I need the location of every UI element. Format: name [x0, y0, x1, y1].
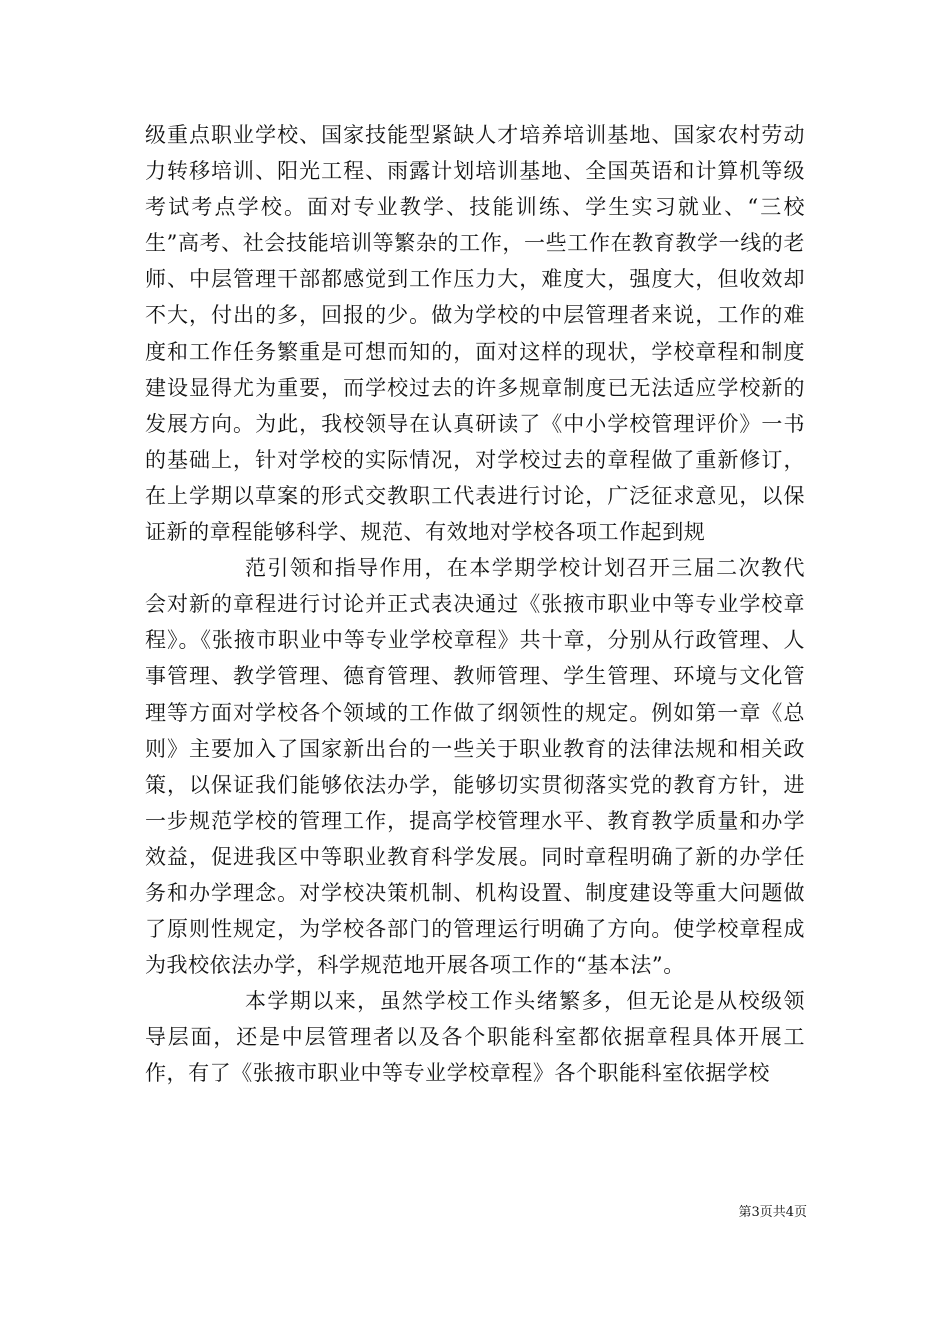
paragraph-3: 本学期以来，虽然学校工作头绪繁多，但无论是从校级领导层面，还是中层管理者以及各个职能科室都依据章程具体开展工作，有了《张掖市职业中等专业学校章程》各个职能科室依据学校 [145, 989, 805, 1086]
paragraph-1: 级重点职业学校、国家技能型紧缺人才培养培训基地、国家农村劳动力转移培训、阳光工程、雨露计划培训基地、全国英语和计算机等级考试考点学校。面对专业教学、技能训练、学生实习就业、“三校生”高考、社会技能培训等繁杂的工作，一些工作在教育教学一线的老师、中层管理干部都感觉到工作压力大，难度大，强度大，但收效却不大，付出的多，回报的少。做为学校的中层管理者来说，工作的难度和工作任务繁重是可想而知的，面对这样的现状，学校章程和制度建设显得尤为重要，而学校过去的许多规章制度已无法适应学校新的发展方向。为此，我校领导在认真研读了《中小学校管理评价》一书的基础上，针对学校的实际情况，对学校过去的章程做了重新修订，在上学期以草案的形式交教职工代表进行讨论，广泛征求意见，以保证新的章程能够科学、规范、有效地对学校各项工作起到规 [145, 123, 805, 545]
paragraph-2: 范引领和指导作用，在本学期学校计划召开三届二次教代会对新的章程进行讨论并正式表决通过《张掖市职业中等专业学校章程》。《张掖市职业中等专业学校章程》共十章，分别从行政管理、人事管理、教学管理、德育管理、教师管理、学生管理、环境与文化管理等方面对学校各个领域的工作做了纲领性的规定。例如第一章《总则》主要加入了国家新出台的一些关于职业教育的法律法规和相关政策，以保证我们能够依法办学，能够切实贯彻落实党的教育方针，进一步规范学校的管理工作，提高学校管理水平、教育教学质量和办学效益，促进我区中等职业教育科学发展。同时章程明确了新的办学任务和办学理念。对学校决策机制、机构设置、制度建设等重大问题做了原则性规定，为学校各部门的管理运行明确了方向。使学校章程成为我校依法办学，科学规范地开展各项工作的“基本法”。 [145, 556, 805, 978]
body-text [145, 117, 805, 1092]
page-number-footer: 第3页共4页 [738, 1205, 807, 1220]
